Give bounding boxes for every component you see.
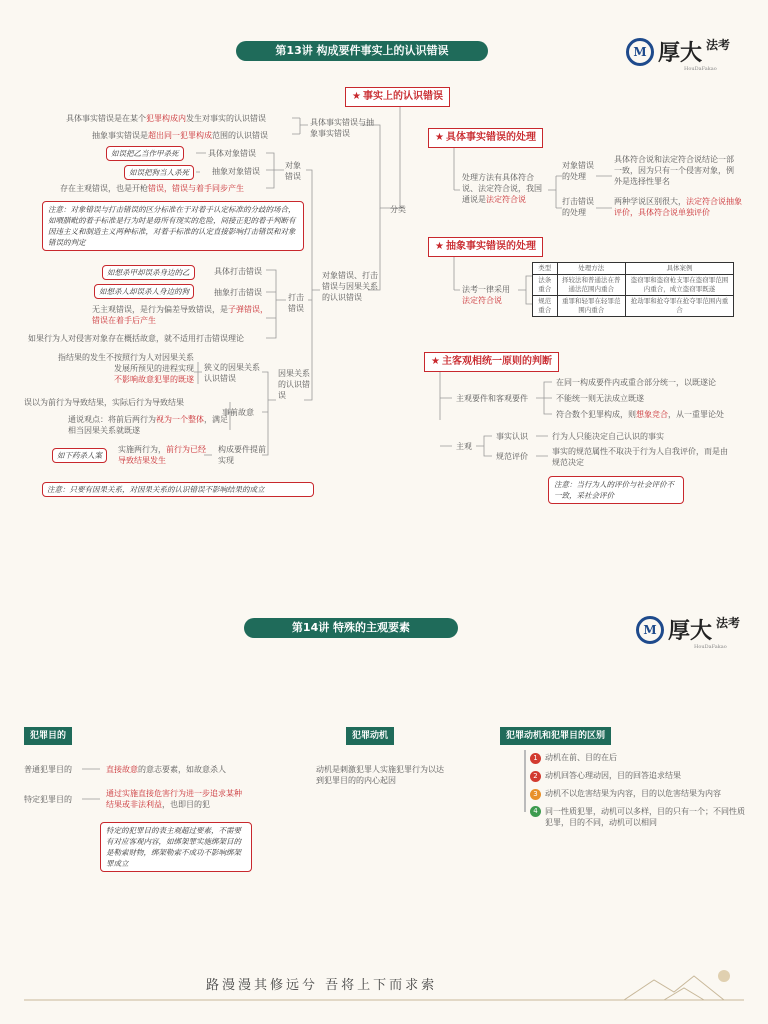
b3-desc: 无主观错误，是行为偏差导致错误，是子弹错误，错误在着手后产生 — [92, 305, 268, 325]
right2-text: 法考一律采用 法定符合说 — [462, 285, 510, 305]
star-icon: ★ — [352, 91, 361, 102]
table-header-row: 类型 处理方法 具体案例 — [533, 263, 734, 275]
logo-sub: HouDaFakao — [694, 644, 727, 650]
table-row: 规范重合 重罪和轻罪在轻罪范围内重合 抢劫罪和抢夺罪在抢夺罪范围内重合 — [533, 296, 734, 317]
handwritten-example-3: 如想杀甲却误杀身边的乙 — [102, 265, 195, 280]
concrete-object-error: 具体对象错误 — [208, 149, 256, 158]
handwritten-example-2: 如误把狗当人杀死 — [124, 165, 194, 180]
causation-note: 注意：只要有因果关系，对因果关系的认识错误不影响结果的成立 — [42, 482, 314, 497]
list-item: 1 动机在前、目的在后 — [530, 752, 752, 764]
classification-node: 分类 — [390, 205, 406, 214]
list-item: 2 动机回答心理动因，目的回答追求结果 — [530, 770, 752, 782]
houda-logo — [626, 36, 746, 72]
center-node-fact-error: ★ 事实上的认识错误 — [345, 87, 450, 107]
specific-purpose-desc: 通过实施直接危害行为进一步追求某种结果或非法利益，也即目的犯 — [106, 789, 242, 809]
handwritten-example-5: 如下药杀人案 — [52, 448, 107, 463]
b4-s1: 指结果的发生不按照行为人对因果关系发展所预见的进程实现 不影响故意犯罪的既遂 — [58, 353, 194, 384]
b4-s2: 误以为前行为导致结果，实际后行为导致结果 — [24, 398, 184, 407]
logo-brand: 厚大 — [658, 40, 703, 66]
social-evaluation-note: 注意：当行为人的评价与社会评价不一致，采社会评价 — [548, 476, 684, 504]
kidnapping-note: 特定的犯罪目的表主观超过要素，不需要有对应客观内容，如绑架罪实施绑架目的是勒索财物，绑架勒索不成功不影响绑架罪成立 — [100, 822, 252, 872]
b1-line2: 抽象事实错误是超出同一犯罪构成范围的认识错误 — [92, 131, 268, 140]
logo-brand: 厚大 — [668, 618, 713, 644]
early-realization: 构成要件提前实现 — [218, 445, 266, 465]
abstract-error-table — [532, 262, 734, 317]
narrow-causal-error: 狭义的因果关系认识错误 — [204, 363, 260, 383]
right1-solve: 处理方法有具体符合说、法定符合说，我国通说是法定符合说 — [462, 173, 542, 204]
specific-purpose: 特定犯罪目的 — [24, 795, 72, 804]
handwritten-example-1: 如误把乙当作甲杀死 — [106, 146, 184, 161]
right3-k2at: 行为人只能决定自己认识的事实 — [552, 432, 664, 441]
right3-k1c: 符合数个犯罪构成，则想象竞合，从一重罪论处 — [556, 410, 724, 419]
object-vs-hit-note: 注意：对象错误与打击错误的区分标准在于对着手认定标准的分歧的场合，如喂腊毗的着手标准是行为时是毋所有现实的危险，间接正犯的着手判断有因违主义和制造主义两种标准，对着手标准的认定直接影响打击错误和对象错误的判定 — [42, 201, 304, 251]
star-icon: ★ — [431, 356, 440, 367]
crime-motive-tag: 犯罪动机 — [346, 727, 394, 745]
subjective-objective-principle: ★ 主客观相统一原则的判断 — [424, 352, 559, 372]
concrete-error-handling: ★ 具体事实错误的处理 — [428, 128, 543, 148]
footer-motto: 路漫漫其修远兮 吾将上下而求索 — [206, 978, 438, 993]
logo-sub: HouDaFakao — [684, 66, 717, 72]
sun-icon — [718, 970, 730, 982]
abstract-object-error: 抽象对象错误 — [212, 167, 260, 176]
logo-fakao: 法考 — [706, 38, 731, 52]
motive-purpose-diff-tag: 犯罪动机和犯罪目的区别 — [500, 727, 611, 745]
logo-fakao: 法考 — [716, 616, 741, 630]
prior-intent: 事前故意 — [222, 408, 254, 417]
right3-k1a: 在同一构成要件内或重合部分统一，以既遂论 — [556, 378, 716, 387]
b3-desc2: 如果行为人对侵害对象存在概括故意，就不适用打击错误理论 — [28, 334, 244, 343]
star-icon: ★ — [435, 241, 444, 252]
footer-decoration — [24, 962, 744, 1008]
right3-k2b: 规范评价 — [496, 452, 528, 461]
ordinary-purpose-desc: 直接故意的意志要素，如故意杀人 — [106, 765, 226, 774]
houda-circle-icon: M — [626, 38, 654, 66]
right1-k1t: 具体符合说和法定符合说结论一部一致，因为只有一个侵害对象，例外是选择性罪名 — [614, 155, 734, 186]
motive-definition: 动机是刺激犯罪人实施犯罪行为以达到犯罪目的的内心起因 — [316, 765, 444, 785]
right3-k1b: 不能统一则无法成立既遂 — [556, 394, 644, 403]
list-item: 3 动机不以危害结果为内容，目的以危害结果为内容 — [530, 788, 752, 800]
b2-label: 对象 错误 — [285, 161, 301, 181]
crime-purpose-tag: 犯罪目的 — [24, 727, 72, 745]
houda-logo-2 — [636, 614, 756, 650]
houda-circle-icon: M — [636, 616, 664, 644]
right3-k2a: 事实认识 — [496, 432, 528, 441]
diff-vertical-line — [524, 750, 526, 812]
lecture-13-banner: 第13讲 构成要件事实上的认识错误 — [236, 41, 488, 61]
right1-k2t: 两种学说区别很大，法定符合说抽象评价，具体符合说单独评价 — [614, 197, 742, 217]
diff-list — [530, 752, 752, 828]
b4-label: 因果关系的认识错误 — [278, 369, 310, 400]
table-row: 法条重合 择较法和普通法在普通法范围内重合 盗窃罪和盗窃枪支罪在盗窃罪范围内重合，成立盗窃罪既遂 — [533, 275, 734, 296]
right3-k2: 主观 — [456, 442, 472, 451]
right3-k1: 主观要件和客观要件 — [456, 394, 528, 403]
lecture-14-banner: 第14讲 特殊的主观要素 — [244, 618, 458, 638]
abstract-error-handling: ★ 抽象事实错误的处理 — [428, 237, 543, 257]
middle-branch: 对象错误、打击错误与因果关系的认识错误 — [322, 271, 378, 302]
star-icon: ★ — [435, 132, 444, 143]
list-item: 4 同一性质犯罪，动机可以多样，目的只有一个；不同性质犯罪，目的不同，动机可以相同 — [530, 806, 752, 828]
b3-label: 打击 错误 — [288, 293, 304, 313]
right1-k1: 对象错误的处理 — [562, 161, 594, 181]
b1-line1: 具体事实错误是在某个犯罪构成内发生对事实的认识错误 — [66, 114, 266, 123]
handwritten-example-4: 如想杀人却误杀人身边的狗 — [94, 284, 194, 299]
ordinary-purpose: 普通犯罪目的 — [24, 765, 72, 774]
abstract-hit-error: 抽象打击错误 — [214, 288, 262, 297]
right1-k2: 打击错误的处理 — [562, 197, 594, 217]
b2-sub: 存在主观错误，也是开枪错误，错误与着手同步产生 — [60, 184, 244, 193]
b4-s3: 实施两行为，前行为已经导致结果发生 — [118, 445, 206, 465]
right3-k2bt: 事实的规范属性不取决于行为人自我评价，而是由规范决定 — [552, 447, 728, 467]
b1-label: 具体事实错误与抽象事实错误 — [310, 118, 374, 138]
concrete-hit-error: 具体打击错误 — [214, 267, 262, 276]
b4-s2b: 通说观点：将前后两行为视为一个整体，满足相当因果关系就既遂 — [68, 415, 228, 435]
